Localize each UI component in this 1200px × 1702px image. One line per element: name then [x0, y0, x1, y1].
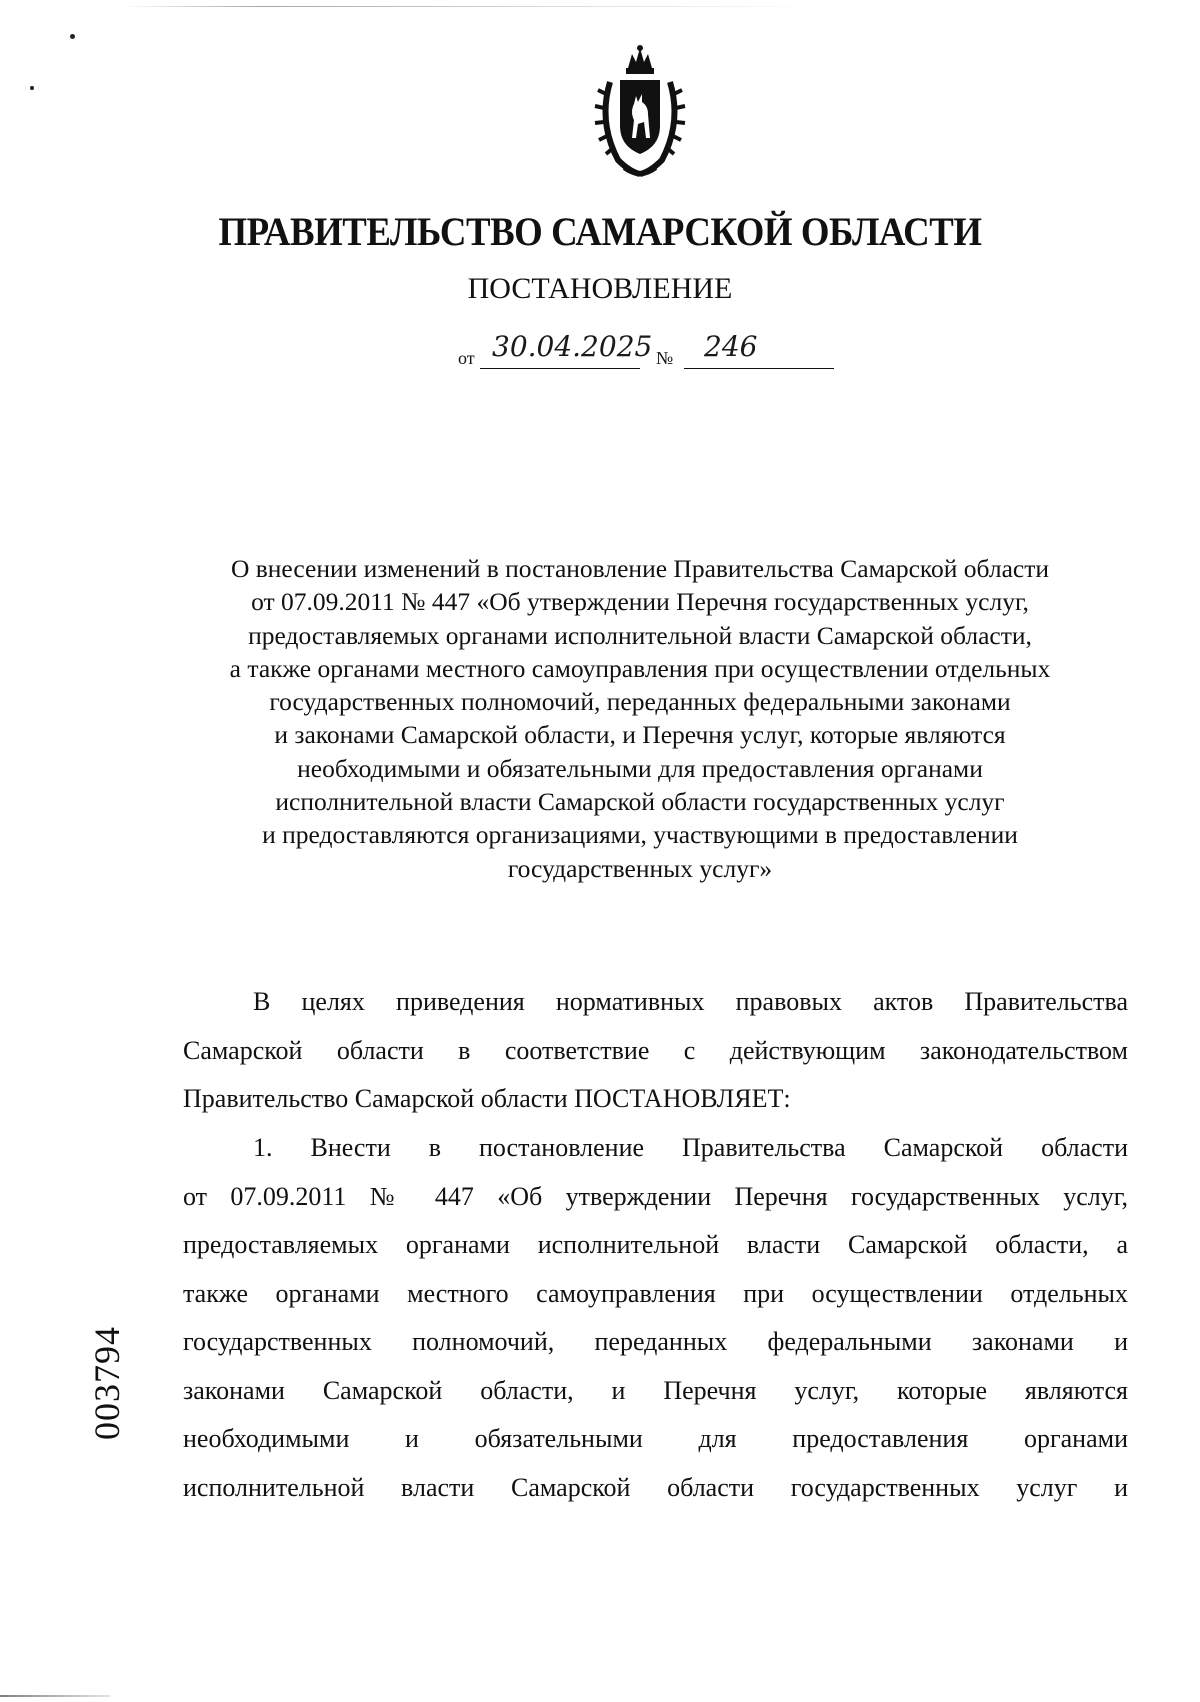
body-line: также органами местного самоуправления при осуществлении отдельных	[183, 1278, 1128, 1308]
subject-line: необходимыми и обязательными для предоставления органами	[297, 753, 983, 783]
number-prefix: №	[656, 348, 674, 368]
subject-line: а также органами местного самоуправления при осуществлении отдельных	[229, 653, 1051, 683]
samara-coat-of-arms-icon	[580, 42, 700, 182]
body-line: от 07.09.2011 № 447 «Об утверждении Перечня государственных услуг,	[183, 1181, 1128, 1211]
scan-artifact-top	[120, 6, 820, 7]
scan-artifact-bottom	[0, 1695, 110, 1697]
item-1-paragraph	[183, 1124, 1128, 1512]
body-line: Самарской области в соответствие с действующим законодательством	[183, 1035, 1128, 1065]
body-line: В целях приведения нормативных правовых актов Правительства	[253, 987, 1128, 1016]
subject-line: от 07.09.2011 № 447 «Об утверждении Перечня государственных услуг,	[251, 587, 1029, 617]
subject-line: предоставляемых органами исполнительной власти Самарской области,	[248, 620, 1032, 650]
handwritten-date: 30.04.2025	[492, 330, 653, 363]
preamble-paragraph	[183, 978, 1128, 1124]
scan-speck	[70, 34, 75, 39]
number-underline	[684, 368, 834, 369]
organization-title: ПРАВИТЕЛЬСТВО САМАРСКОЙ ОБЛАСТИ	[218, 209, 982, 254]
document-type: ПОСТАНОВЛЕНИЕ	[467, 272, 733, 305]
subject-line: исполнительной власти Самарской области государственных услуг	[275, 787, 1005, 817]
subject-line: О внесении изменений в постановление Правительства Самарской области	[230, 554, 1050, 583]
scan-speck	[30, 86, 34, 90]
body-line: государственных полномочий, переданных федеральными законами и	[183, 1327, 1128, 1356]
subject-line: и законами Самарской области, и Перечня услуг, которые являются	[274, 720, 1006, 750]
body-line: предоставляемых органами исполнительной власти Самарской области, а	[183, 1230, 1128, 1259]
subject-line: государственных полномочий, переданных федеральными законами	[269, 687, 1011, 717]
date-underline	[480, 368, 640, 369]
subject-line: и предоставляются организациями, участвующими в предоставлении	[262, 820, 1018, 850]
date-prefix: от	[458, 348, 475, 368]
date-number-line	[458, 330, 858, 374]
handwritten-number: 246	[704, 330, 758, 363]
body-line: необходимыми и обязательными для предоставления органами	[183, 1424, 1128, 1453]
subject-line: государственных услуг»	[507, 853, 773, 883]
body-line: 1. Внести в постановление Правительства Самарской области	[253, 1133, 1128, 1162]
body-line: исполнительной власти Самарской области государственных услуг и	[183, 1472, 1128, 1502]
body-line: законами Самарской области, и Перечня услуг, которые являются	[183, 1375, 1128, 1405]
document-subject	[160, 552, 1120, 885]
registration-number: 003794	[87, 1326, 127, 1440]
body-line: Правительство Самарской области ПОСТАНОВЛЯЕТ:	[183, 1084, 791, 1113]
